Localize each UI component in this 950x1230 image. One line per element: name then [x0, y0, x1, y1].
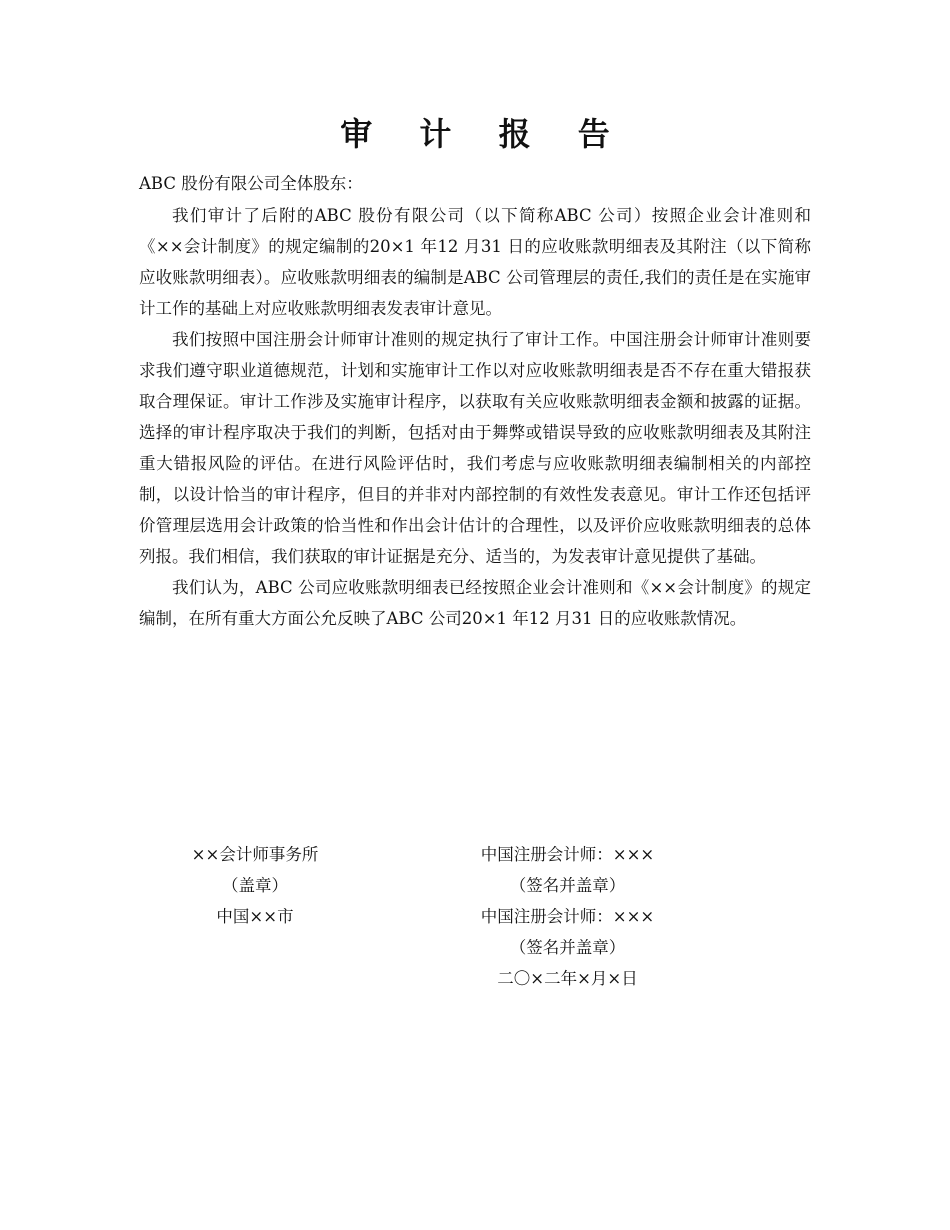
- salutation: ABC 股份有限公司全体股东：: [139, 174, 363, 193]
- firm-city: 中国××市: [216, 907, 294, 926]
- paragraph-scope: 我们审计了后附的ABC 股份有限公司（以下简称ABC 公司）按照企业会计准则和《××会计制度》的规定编制的20×1 年12 月31 日的应收账款明细表及其附注（以下简称应收账款明细表）。应收账款明细表的编制是ABC 公司管理层的责任,我们的责任是在实施审计工作的基础上对应收账款明细表发表审计意见。: [139, 206, 811, 318]
- cpa-1-seal: （签名并盖章）: [509, 876, 626, 895]
- paragraph-responsibility: 我们按照中国注册会计师审计准则的规定执行了审计工作。中国注册会计师审计准则要求我们遵守职业道德规范，计划和实施审计工作以对应收账款明细表是否不存在重大错报获取合理保证。审计工作涉及实施审计程序，以获取有关应收账款明细表金额和披露的证据。选择的审计程序取决于我们的判断，包括对由于舞弊或错误导致的应收账款明细表及其附注重大错报风险的评估。在进行风险评估时，我们考虑与应收账款明细表编制相关的内部控制，以设计恰当的审计程序，但目的并非对内部控制的有效性发表意见。审计工作还包括评价管理层选用会计政策的恰当性和作出会计估计的合理性，以及评价应收账款明细表的总体列报。我们相信，我们获取的审计证据是充分、适当的，为发表审计意见提供了基础。: [139, 330, 811, 566]
- report-body: [139, 200, 811, 634]
- cpa-1: 中国注册会计师：×××: [480, 845, 655, 864]
- firm-signature-block: [160, 839, 350, 932]
- cpa-signature-block: [440, 839, 695, 994]
- report-title: 审 计 报 告: [340, 115, 628, 153]
- firm-name: ××会计师事务所: [191, 845, 319, 864]
- cpa-2: 中国注册会计师：×××: [480, 907, 655, 926]
- paragraph-opinion: 我们认为，ABC 公司应收账款明细表已经按照企业会计准则和《××会计制度》的规定编制，在所有重大方面公允反映了ABC 公司20×1 年12 月31 日的应收账款情况。: [139, 578, 811, 628]
- cpa-2-seal: （签名并盖章）: [509, 938, 626, 957]
- firm-seal: （盖章）: [222, 876, 288, 895]
- report-date: 二〇×二年×月×日: [497, 969, 638, 988]
